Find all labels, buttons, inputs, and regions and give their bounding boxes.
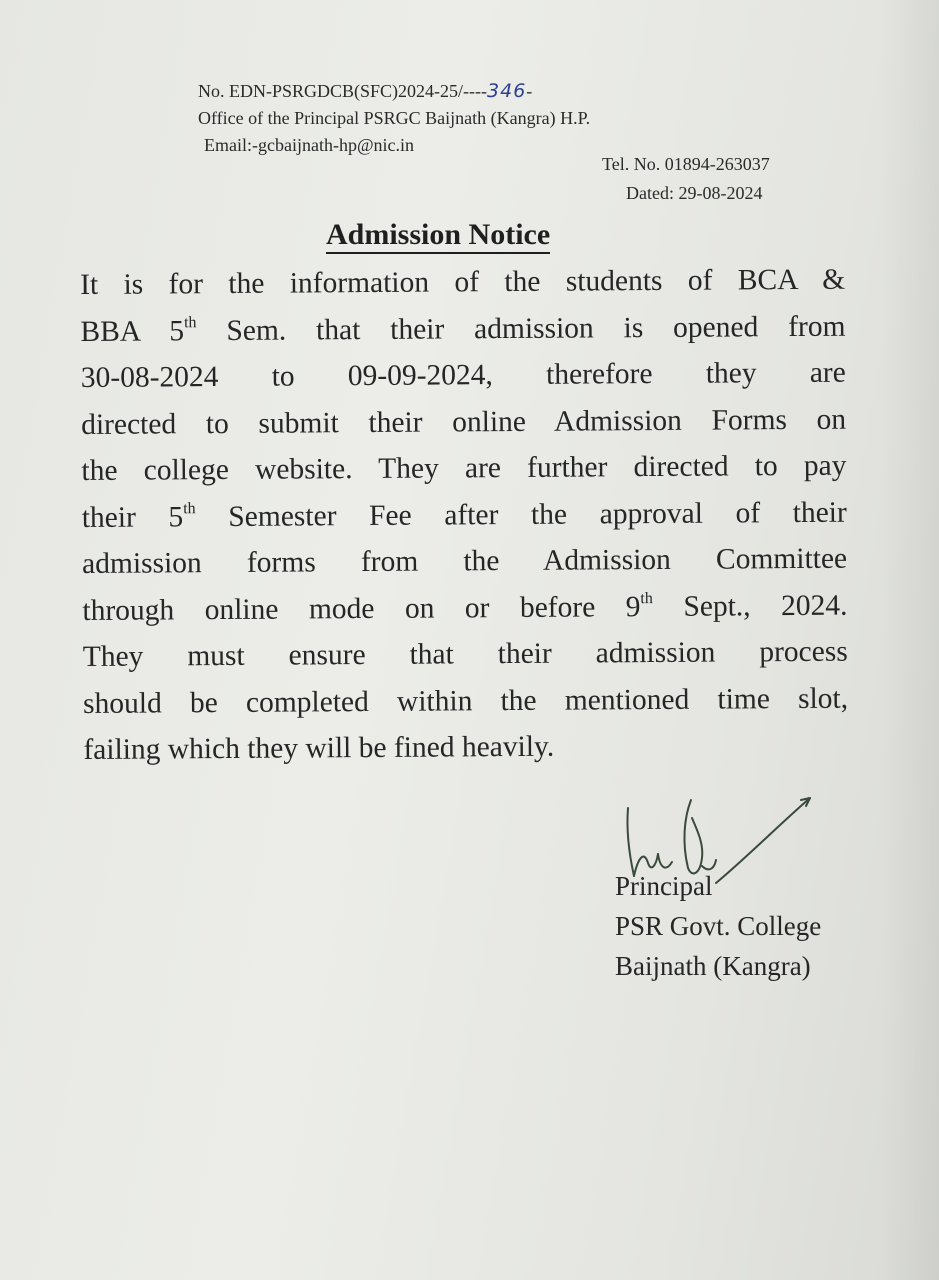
reference-line — [198, 78, 590, 105]
paper-shadow — [879, 0, 939, 1280]
body-line: 30-08-2024 to 09-09-2024, therefore they are — [80, 356, 846, 394]
signatory-designation: Principal — [615, 871, 713, 901]
body-text-fragment: BBA 5 — [80, 314, 185, 348]
body-text-fragment: Semester Fee after the approval of their — [195, 496, 847, 533]
body-text-fragment: through online mode on or before 9 — [82, 590, 641, 627]
office-line: Office of the Principal PSRGC Baijnath (Kangra) H.P. — [198, 108, 591, 128]
letter-header — [198, 78, 590, 159]
body-line: failing which they will be fined heavily. — [83, 730, 555, 766]
contact-block — [602, 150, 770, 208]
reference-prefix: No. EDN-PSRGDCB(SFC)2024-25/---- — [198, 81, 488, 101]
body-line — [82, 582, 847, 634]
date-line: Dated: 29-08-2024 — [626, 183, 763, 203]
telephone-line: Tel. No. 01894-263037 — [602, 154, 770, 174]
signatory-place: Baijnath (Kangra) — [615, 951, 811, 981]
signatory-block — [615, 866, 821, 986]
handwritten-reference-number: 346 — [487, 80, 527, 102]
body-line: admission forms from the Admission Committee — [81, 542, 848, 580]
signatory-college: PSR Govt. College — [615, 911, 822, 941]
body-line: the college website. They are further directed to pay — [81, 449, 847, 487]
ordinal-suffix: th — [184, 313, 197, 331]
email-line: Email:-gcbaijnath-hp@nic.in — [204, 135, 415, 155]
body-line — [80, 303, 845, 355]
body-line: directed to submit their online Admission Forms on — [81, 403, 847, 441]
notice-title: Admission Notice — [326, 218, 550, 254]
body-line: It is for the information of the students of BCA & — [80, 263, 846, 301]
reference-suffix: - — [526, 81, 533, 101]
body-line: should be completed within the mentioned time slot, — [82, 682, 849, 720]
body-line — [82, 489, 847, 541]
body-text-fragment: their 5 — [81, 500, 184, 534]
notice-body — [80, 257, 849, 774]
ordinal-suffix: th — [183, 499, 196, 517]
ordinal-suffix: th — [640, 589, 653, 607]
body-text-fragment: Sem. that their admission is opened from — [196, 310, 846, 347]
body-line: They must ensure that their admission process — [82, 635, 848, 673]
body-text-fragment: Sept., 2024. — [652, 589, 848, 623]
